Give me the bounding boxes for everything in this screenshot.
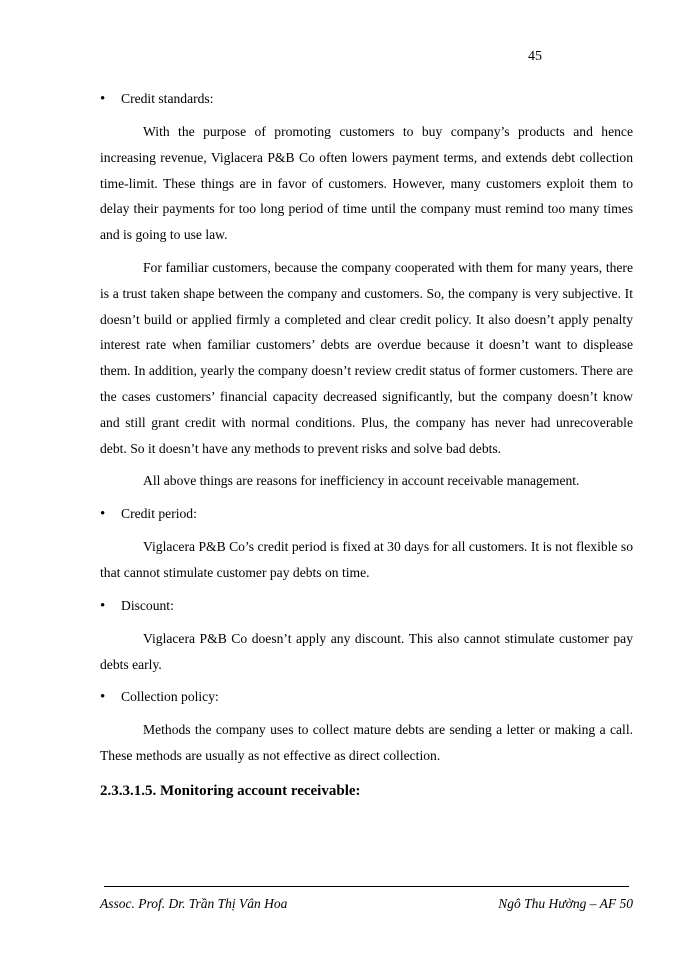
document-body (100, 86, 633, 803)
paragraph-credit-standards-intro: With the purpose of promoting customers to buy company’s products and hence increasing revenue, Viglacera P&B Co often lowers payment terms, and extends debt collection time-limit. These things are in favor of customers. However, many customers exploit them to delay their payments for too long period of time until the company must remind too many times and is going to use law. (100, 124, 633, 243)
bullet-credit-standards: • Credit standards: (100, 86, 633, 112)
footer-author: Ngô Thu Hường – AF 50 (498, 896, 633, 911)
page-number: 45 (528, 49, 542, 64)
bullet-credit-period: • Credit period: (100, 501, 633, 527)
section-heading: 2.3.3.1.5. Monitoring account receivable: (100, 782, 361, 799)
footer-supervisor: Assoc. Prof. Dr. Trần Thị Vân Hoa (100, 896, 288, 911)
bullet-collection-policy: • Collection policy: (100, 684, 633, 710)
paragraph-discount: Viglacera P&B Co doesn’t apply any discount. This also cannot stimulate customer pay debts early. (100, 630, 633, 672)
paragraph-inefficiency: All above things are reasons for inefficiency in account receivable management. (143, 473, 580, 489)
bullet-discount: • Discount: (100, 593, 633, 619)
footer-divider (104, 886, 629, 887)
paragraph-credit-period: Viglacera P&B Co’s credit period is fixed at 30 days for all customers. It is not flexible so that cannot stimulate customer pay debts on time. (100, 539, 633, 580)
paragraph-familiar-customers: For familiar customers, because the company cooperated with them for many years, there is a trust taken shape between the company and customers. So, the company is very subjective. It doesn’t build or applied firmly a completed and clear credit policy. It also doesn’t apply penalty interest rate when familiar customers’ debts are overdue because it doesn’t want to displease them. In addition, yearly the company doesn’t review credit status of former customers. There are the cases customers’ financial capacity decreased significantly, but the company doesn’t know and still grant credit with normal conditions. Plus, the company has never had unrecoverable debt. So it doesn’t have any methods to prevent risks and solve bad debts. (100, 259, 633, 456)
paragraph-collection-policy: Methods the company uses to collect mature debts are sending a letter or making a call. These methods are usually as not effective as direct collection. (100, 722, 633, 764)
